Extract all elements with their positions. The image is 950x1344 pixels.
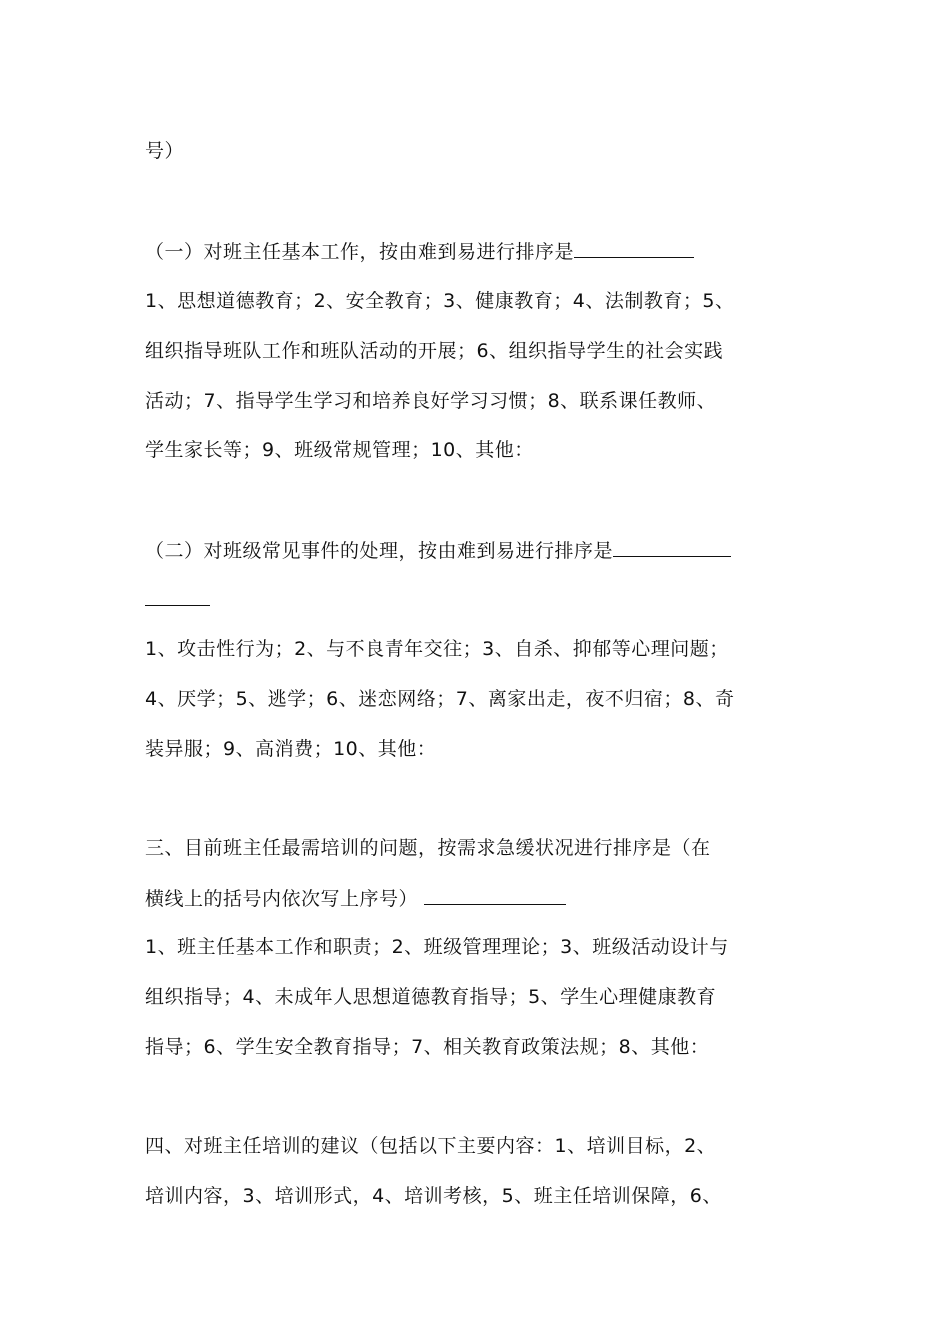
text-line: 1、思想道德教育；2、安全教育；3、健康教育；4、法制教育；5、 bbox=[145, 290, 735, 312]
section-2-heading bbox=[145, 537, 731, 564]
answer-blank[interactable] bbox=[424, 885, 566, 905]
text-line: 1、攻击性行为；2、与不良青年交往；3、自杀、抑郁等心理问题； bbox=[145, 638, 729, 660]
text-line: 组织指导；4、未成年人思想道德教育指导；5、学生心理健康教育 bbox=[145, 986, 717, 1008]
text-line: 装异服；9、高消费；10、其他： bbox=[145, 738, 437, 760]
section-4-heading: 四、对班主任培训的建议（包括以下主要内容：1、培训目标，2、 bbox=[145, 1135, 717, 1157]
text-line: 号） bbox=[145, 140, 185, 162]
text-line: 指导；6、学生安全教育指导；7、相关教育政策法规；8、其他： bbox=[145, 1036, 710, 1058]
answer-blank[interactable] bbox=[574, 238, 694, 258]
section-1-heading bbox=[145, 238, 694, 265]
text-line: 4、厌学；5、逃学；6、迷恋网络；7、离家出走，夜不归宿；8、奇 bbox=[145, 688, 735, 710]
section-3-heading-cont bbox=[145, 885, 566, 912]
text-line: 组织指导班队工作和班队活动的开展；6、组织指导学生的社会实践 bbox=[145, 340, 724, 362]
section-3-heading-text: 横线上的括号内依次写上序号） bbox=[145, 888, 419, 910]
text-line: 活动；7、指导学生学习和培养良好学习习惯；8、联系课任教师、 bbox=[145, 390, 717, 412]
text-line: 1、班主任基本工作和职责；2、班级管理理论；3、班级活动设计与 bbox=[145, 936, 729, 958]
section-2-heading-text: （二）对班级常见事件的处理，按由难到易进行排序是 bbox=[145, 540, 614, 562]
answer-blank[interactable] bbox=[145, 586, 210, 606]
section-3-heading: 三、目前班主任最需培训的问题，按需求急缓状况进行排序是（在 bbox=[145, 837, 711, 859]
answer-blank[interactable] bbox=[613, 537, 731, 557]
section-1-heading-text: （一）对班主任基本工作，按由难到易进行排序是 bbox=[145, 241, 575, 263]
text-line: 学生家长等；9、班级常规管理；10、其他： bbox=[145, 439, 534, 461]
answer-blank-continuation bbox=[145, 586, 210, 613]
text-line: 培训内容，3、培训形式，4、培训考核，5、班主任培训保障，6、 bbox=[145, 1185, 722, 1207]
